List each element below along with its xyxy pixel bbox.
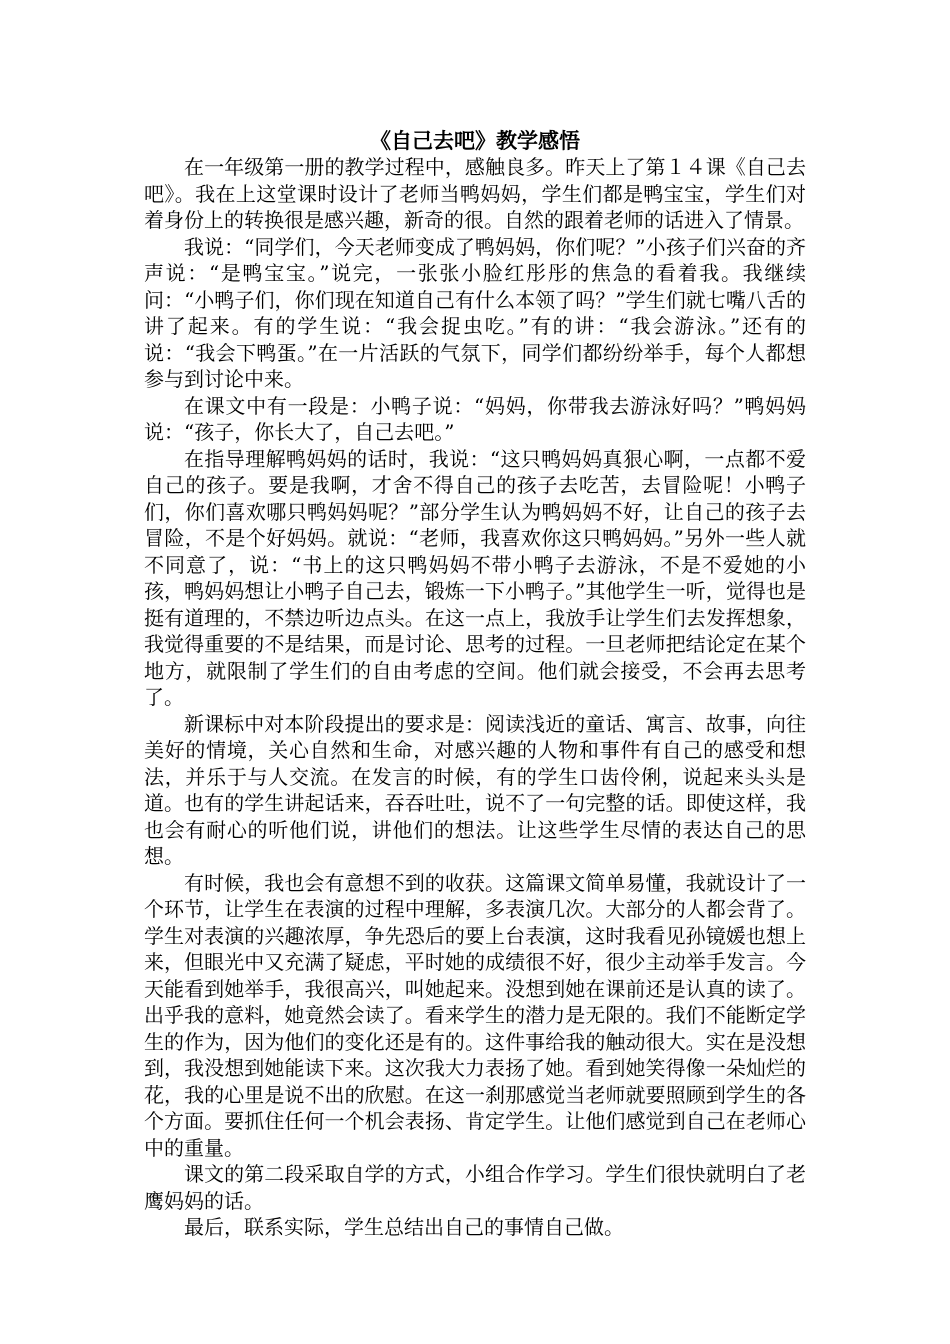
paragraph-5: 新课标中对本阶段提出的要求是：阅读浅近的童话、寓言、故事，向往美好的情境，关心自然和生命，对感兴趣的人物和事件有自己的感受和想法，并乐于与人交流。在发言的时候，有的学生口齿伶俐，说起来头头是道。也有的学生讲起话来，吞吞吐吐，说不了一句完整的话。即使这样，我也会有耐心的听他们说，讲他们的想法。让这些学生尽情的表达自己的思想。 <box>144 711 806 868</box>
document-body <box>144 128 806 1241</box>
paragraph-1: 在一年级第一册的教学过程中，感触良多。昨天上了第１４课《自己去吧》。我在上这堂课时设计了老师当鸭妈妈，学生们都是鸭宝宝，学生们对着身份上的转换很是感兴趣，新奇的很。自然的跟着老师的话进入了情景。 <box>144 155 806 232</box>
paragraph-4: 在指导理解鸭妈妈的话时，我说：“这只鸭妈妈真狠心啊，一点都不爱自己的孩子。要是我啊，才舍不得自己的孩子去吃苦，去冒险呢！小鸭子们，你们喜欢哪只鸭妈妈呢？”部分学生认为鸭妈妈不好，让自己的孩子去冒险，不是个好妈妈。就说：“老师，我喜欢你这只鸭妈妈。”另外一些人就不同意了，说：“书上的这只鸭妈妈不带小鸭子去游泳，不是不爱她的小孩，鸭妈妈想让小鸭子自己去，锻炼一下小鸭子。”其他学生一听，觉得也是挺有道理的，不禁边听边点头。在这一点上，我放手让学生们去发挥想象，我觉得重要的不是结果，而是讨论、思考的过程。一旦老师把结论定在某个地方，就限制了学生们的自由考虑的空间。他们就会接受，不会再去思考了。 <box>144 446 806 709</box>
paragraph-7: 课文的第二段采取自学的方式，小组合作学习。学生们很快就明白了老鹰妈妈的话。 <box>144 1162 806 1213</box>
paragraph-6: 有时候，我也会有意想不到的收获。这篇课文简单易懂，我就设计了一个环节，让学生在表演的过程中理解，多表演几次。大部分的人都会背了。学生对表演的兴趣浓厚，争先恐后的要上台表演，这时我看见孙镜媛也想上来，但眼光中又充满了疑虑，平时她的成绩很不好，很少主动举手发言。今天能看到她举手，我很高兴，叫她起来。没想到她在课前还是认真的读了。出乎我的意料，她竟然会读了。看来学生的潜力是无限的。我们不能断定学生的作为，因为他们的变化还是有的。这件事给我的触动很大。实在是没想到，我没想到她能读下来。这次我大力表扬了她。看到她笑得像一朵灿烂的花，我的心里是说不出的欣慰。在这一刹那感觉当老师就要照顾到学生的各个方面。要抓住任何一个机会表扬、肯定学生。让他们感觉到自己在老师心中的重量。 <box>144 870 806 1160</box>
document-title: 《自己去吧》教学感悟 <box>370 129 580 153</box>
paragraph-3: 在课文中有一段是：小鸭子说：“妈妈，你带我去游泳好吗？”鸭妈妈说：“孩子，你长大了，自己去吧。” <box>144 393 806 444</box>
paragraph-2: 我说：“同学们，今天老师变成了鸭妈妈，你们呢？”小孩子们兴奋的齐声说：“是鸭宝宝。”说完，一张张小脸红彤彤的焦急的看着我。我继续问：“小鸭子们，你们现在知道自己有什么本领了吗？”学生们就七嘴八舌的讲了起来。有的学生说：“我会捉虫吃。”有的讲：“我会游泳。”还有的说：“我会下鸭蛋。”在一片活跃的气氛下，同学们都纷纷举手，每个人都想参与到讨论中来。 <box>144 234 806 391</box>
paragraph-8: 最后，联系实际，学生总结出自己的事情自己做。 <box>184 1215 624 1239</box>
